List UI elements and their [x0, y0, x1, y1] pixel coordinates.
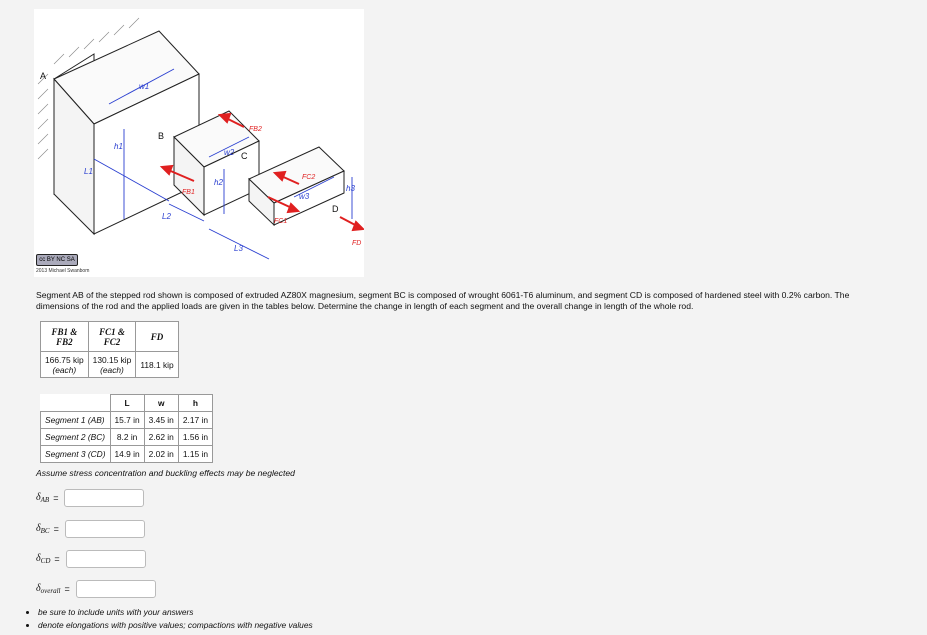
delta-overall-input[interactable]	[76, 580, 156, 598]
label-fc1: FC1	[274, 218, 288, 225]
label-fb1: FB1	[182, 189, 195, 196]
dimensions-table	[40, 394, 213, 463]
fc-value-cell	[88, 352, 136, 378]
fd-value: 118.1 kip	[136, 352, 178, 378]
delta-ab-label	[36, 492, 49, 504]
delta-cd-input[interactable]	[66, 550, 146, 568]
rod-figure	[34, 9, 364, 277]
delta-subscript: BC	[40, 527, 50, 535]
answer-row-bc	[36, 520, 145, 538]
segment-name: Segment 2 (BC)	[41, 429, 111, 446]
delta-subscript: CD	[40, 557, 51, 565]
delta-symbol: δ	[36, 583, 41, 594]
header-fb-line2: FB2	[56, 336, 73, 347]
list-item: • denote elongations with positive values; compactions with negative values	[38, 619, 313, 632]
delta-symbol: δ	[36, 492, 41, 503]
segment-cd-block	[249, 147, 344, 225]
segment-length: 14.9 in	[110, 446, 144, 463]
segment-height: 1.56 in	[178, 429, 212, 446]
label-w3: w3	[299, 192, 310, 201]
list-item: • be sure to include units with your answers	[38, 606, 313, 619]
segment-height: 1.15 in	[178, 446, 212, 463]
table-row	[41, 412, 213, 429]
header-fc	[88, 322, 136, 352]
header-w: w	[144, 395, 178, 412]
loads-table	[40, 321, 179, 378]
problem-line-2: dimensions of the rod and the applied loads are given in the tables below. Determine the change in length of each segment and the overall change in length of the whole rod.	[36, 301, 694, 311]
fb-each: (each)	[52, 364, 77, 375]
fb-value-cell	[41, 352, 89, 378]
cc-license-badge: cc BY NC SA	[36, 254, 78, 266]
label-fd: FD	[352, 240, 362, 247]
segment-name: Segment 3 (CD)	[41, 446, 111, 463]
delta-ab-input[interactable]	[64, 489, 144, 507]
stepped-rod-diagram	[34, 9, 364, 277]
delta-bc-input[interactable]	[65, 520, 145, 538]
equals-sign: =	[64, 584, 70, 594]
label-l2: L2	[162, 212, 171, 221]
segment-length: 15.7 in	[110, 412, 144, 429]
header-fc-line1: FC1 &	[99, 326, 125, 337]
table-row	[41, 446, 213, 463]
label-c: C	[241, 151, 248, 161]
segment-width: 3.45 in	[144, 412, 178, 429]
equals-sign: =	[53, 524, 59, 534]
label-w2: w2	[224, 148, 235, 157]
loads-header-row	[41, 322, 179, 352]
table-row	[41, 429, 213, 446]
assumption-note: Assume stress concentration and buckling effects may be neglected	[36, 468, 295, 478]
header-l: L	[110, 395, 144, 412]
answer-row-ab	[36, 489, 144, 507]
header-fc-line2: FC2	[103, 336, 121, 347]
segment-name: Segment 1 (AB)	[41, 412, 111, 429]
problem-line-1: Segment AB of the stepped rod shown is composed of extruded AZ80X magnesium, segment BC is composed of wrought 6061-T6 aluminum, and segment CD is composed of hardened steel with 0.2% carbon. The	[36, 290, 850, 300]
header-h: h	[178, 395, 212, 412]
diagram-credit: 2013 Michael Swanbom	[36, 268, 90, 274]
delta-symbol: δ	[36, 523, 41, 534]
label-b: B	[158, 131, 165, 141]
equals-sign: =	[54, 554, 60, 564]
loads-value-row	[41, 352, 179, 378]
delta-overall-label	[36, 583, 60, 595]
delta-subscript: AB	[40, 496, 50, 504]
header-fd: FD	[136, 322, 178, 352]
label-w1: w1	[139, 82, 150, 91]
label-a: A	[40, 71, 47, 81]
equals-sign: =	[53, 493, 59, 503]
delta-symbol: δ	[36, 553, 41, 564]
header-fb	[41, 322, 89, 352]
label-h1: h1	[114, 142, 123, 151]
dims-corner	[41, 395, 111, 412]
answer-row-overall	[36, 580, 156, 598]
delta-cd-label	[36, 553, 50, 565]
dims-header-row	[41, 395, 213, 412]
label-l3: L3	[234, 244, 243, 253]
label-h2: h2	[214, 178, 223, 187]
fc-each: (each)	[100, 364, 124, 375]
fb-value: 166.75 kip	[45, 354, 84, 365]
answer-row-cd	[36, 550, 146, 568]
label-fc2: FC2	[302, 174, 316, 181]
label-fb2: FB2	[249, 126, 262, 133]
segment-length: 8.2 in	[110, 429, 144, 446]
segment-width: 2.62 in	[144, 429, 178, 446]
label-l1: L1	[84, 167, 93, 176]
segment-height: 2.17 in	[178, 412, 212, 429]
segment-ab-block	[54, 31, 199, 234]
delta-subscript: overall	[40, 587, 61, 595]
instruction-notes	[24, 606, 313, 632]
fc-value: 130.15 kip	[92, 354, 132, 365]
label-h3: h3	[346, 184, 355, 193]
problem-statement	[36, 290, 927, 312]
segment-width: 2.02 in	[144, 446, 178, 463]
label-d: D	[332, 204, 339, 214]
delta-bc-label	[36, 523, 50, 535]
header-fb-line1: FB1 &	[51, 326, 78, 337]
